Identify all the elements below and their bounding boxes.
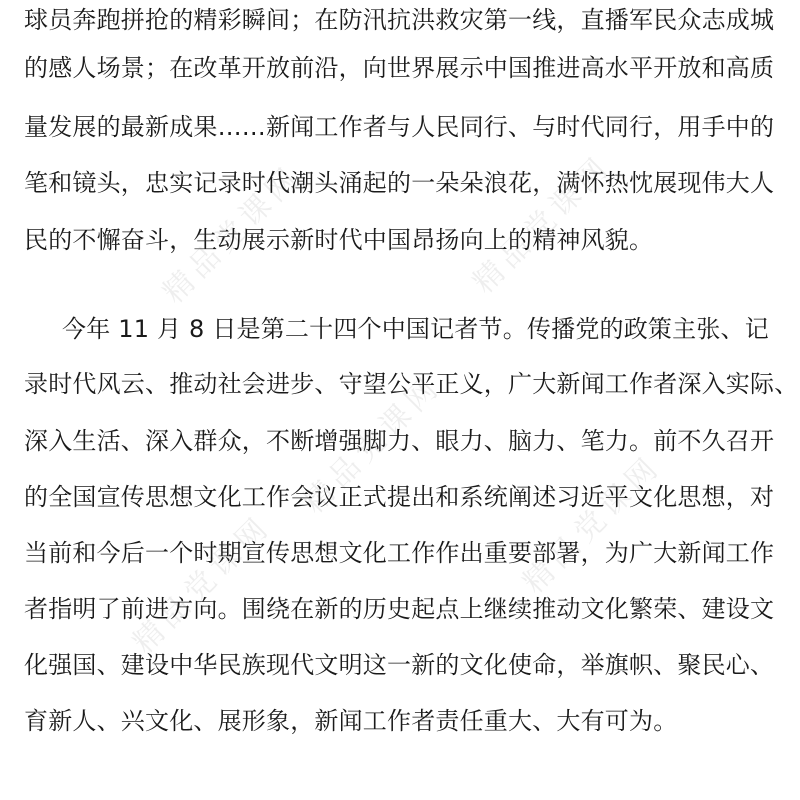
watermark: 精品党课网 <box>516 448 669 601</box>
paragraph-2-line: 的全国宣传思想文化工作会议正式提出和系统阐述习近平文化思想，对 <box>24 483 775 511</box>
watermark: 精品党课网 <box>466 148 619 301</box>
watermark: 精品党课网 <box>126 508 279 661</box>
paragraph-2-line: 今年 11 月 8 日是第二十四个中国记者节。传播党的政策主张、记 <box>62 315 769 343</box>
paragraph-1-line: 笔和镜头，忠实记录时代潮头涌起的一朵朵浪花，满怀热忱展现伟大人 <box>24 169 775 197</box>
paragraph-1-line: 量发展的最新成果……新闻工作者与人民同行、与时代同行，用手中的 <box>24 113 775 141</box>
paragraph-2-line: 育新人、兴文化、展形象，新闻工作者责任重大、大有可为。 <box>24 707 678 735</box>
paragraph-1-line: 的感人场景；在改革开放前沿，向世界展示中国推进高水平开放和高质 <box>24 54 775 82</box>
watermark: 精品党课网 <box>156 158 309 311</box>
paragraph-2-line: 化强国、建设中华民族现代文明这一新的文化使命，举旗帜、聚民心、 <box>24 651 775 679</box>
paragraph-2-line: 者指明了前进方向。围绕在新的历史起点上继续推动文化繁荣、建设文 <box>24 595 775 623</box>
paragraph-2-line: 深入生活、深入群众，不断增强脚力、眼力、脑力、笔力。前不久召开 <box>24 427 775 455</box>
paragraph-1-line: 民的不懈奋斗，生动展示新时代中国昂扬向上的精神风貌。 <box>24 226 654 254</box>
watermark: 精品党课网 <box>296 368 449 521</box>
paragraph-2-line: 当前和今后一个时期宣传思想文化工作作出重要部署，为广大新闻工作 <box>24 539 775 567</box>
paragraph-2-line: 录时代风云、推动社会进步、守望公平正义，广大新闻工作者深入实际、 <box>24 370 799 398</box>
paragraph-1-line: 球员奔跑拼抢的精彩瞬间；在防汛抗洪救灾第一线，直播军民众志成城 <box>24 6 775 34</box>
